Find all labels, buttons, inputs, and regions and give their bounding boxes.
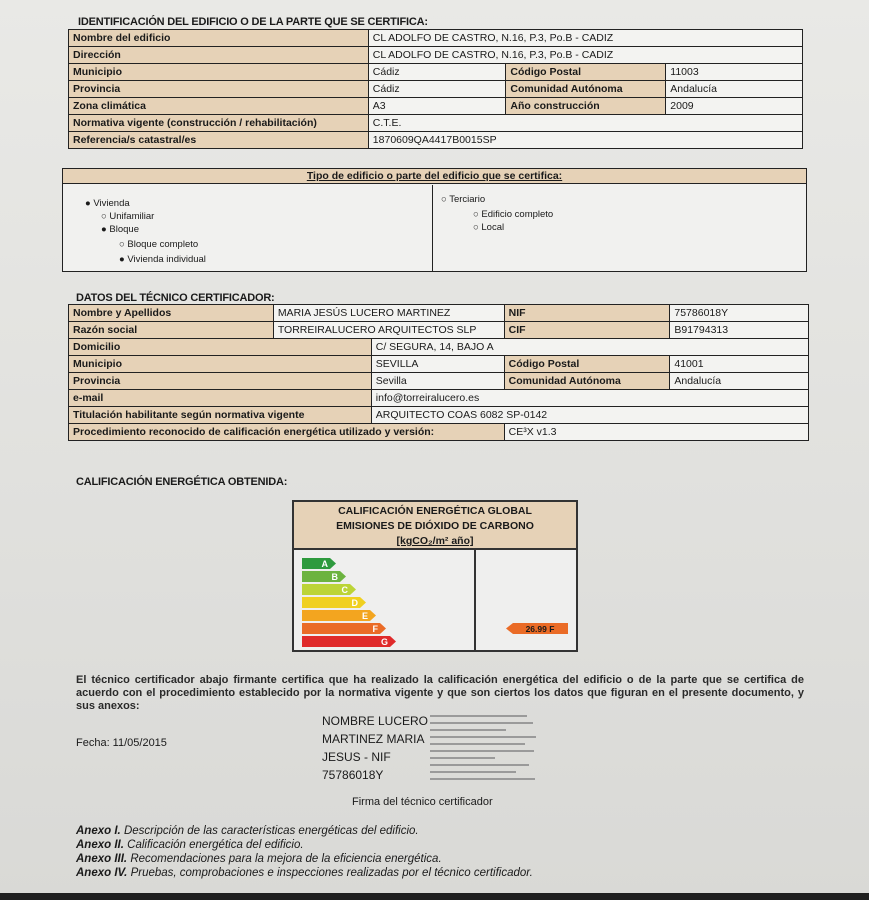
option-vivienda: ● Vivienda <box>85 198 130 209</box>
razon-social-label: Razón social <box>69 322 274 339</box>
anexo-label: Anexo IV. <box>76 867 128 879</box>
rating-title <box>294 502 576 550</box>
option-local-label: Local <box>481 222 505 233</box>
certification-statement: El técnico certificador abajo firmante certifica que ha realizado la calificación energética del edificio o de la parte que se certifica de acuerdo con el procedimiento establecido por la normativa vigente y que son ciertos los datos que figuran en el presente documento, y sus anexos: <box>76 674 804 712</box>
rating-letter-b: B <box>331 572 338 582</box>
anexo-text: Pruebas, comprobaciones e inspecciones realizadas por el técnico certificador. <box>130 867 533 879</box>
zona-climatica-label: Zona climática <box>69 98 369 115</box>
titulacion-value: ARQUITECTO COAS 6082 SP-0142 <box>371 407 808 424</box>
option-edificio-completo-label: Edificio completo <box>481 209 554 220</box>
option-bloque-completo: ○ Bloque completo <box>119 239 199 250</box>
municipio-label: Municipio <box>69 64 369 81</box>
zona-climatica-value: A3 <box>368 98 506 115</box>
cif-label: CIF <box>504 322 670 339</box>
rating-letter-g: G <box>380 637 388 647</box>
provincia-value: Cádiz <box>368 81 506 98</box>
bottom-edge <box>0 893 869 900</box>
identificacion-title: IDENTIFICACIÓN DEL EDIFICIO O DE LA PARTE QUE SE CERTIFICA: <box>78 16 428 28</box>
rating-bar-b <box>302 571 346 582</box>
rating-letter-a: A <box>321 559 328 569</box>
referencia-catastral-label: Referencia/s catastral/es <box>69 132 369 149</box>
tecnico-ca-value: Andalucía <box>670 373 809 390</box>
codigo-postal-label: Código Postal <box>506 64 666 81</box>
anexo-text: Calificación energética del edificio. <box>127 839 304 851</box>
option-vivienda-individual-label: Vivienda individual <box>127 254 206 265</box>
rating-letter-c: C <box>341 585 348 595</box>
normativa-label: Normativa vigente (construcción / rehabilitación) <box>69 115 369 132</box>
nombre-edificio-label: Nombre del edificio <box>69 30 369 47</box>
procedimiento-value: CE³X v1.3 <box>504 424 808 441</box>
anexos-list <box>76 824 533 880</box>
provincia-label: Provincia <box>69 81 369 98</box>
signer-block <box>322 712 428 784</box>
anexo-item <box>76 838 533 852</box>
rating-title-line2: EMISIONES DE DIÓXIDO DE CARBONO <box>336 520 534 532</box>
nif-label: NIF <box>504 305 670 322</box>
option-bloque-label: Bloque <box>109 224 139 235</box>
rating-letter-d: D <box>351 598 358 608</box>
option-local: ○ Local <box>473 222 505 233</box>
anexo-item <box>76 852 533 866</box>
normativa-value: C.T.E. <box>368 115 802 132</box>
fecha: Fecha: 11/05/2015 <box>76 737 167 749</box>
direccion-label: Dirección <box>69 47 369 64</box>
email-label: e-mail <box>69 390 372 407</box>
tipo-terciario-column <box>435 185 806 271</box>
option-unifamiliar-label: Unifamiliar <box>109 211 155 222</box>
signer-line3: JESUS - NIF <box>322 750 391 764</box>
rating-title-line3: [kgCO₂/m² año] <box>396 535 474 547</box>
digital-signature-stamp <box>430 710 538 788</box>
tecnico-provincia-value: Sevilla <box>371 373 504 390</box>
anexo-text: Descripción de las características energéticas del edificio. <box>123 825 419 837</box>
identificacion-table <box>68 29 803 149</box>
direccion-value: CL ADOLFO DE CASTRO, N.16, P.3, Po.B - CADIZ <box>368 47 802 64</box>
anexo-item <box>76 866 533 880</box>
signer-line4: 75786018Y <box>322 768 384 782</box>
cif-value: B91794313 <box>670 322 809 339</box>
comunidad-autonoma-value: Andalucía <box>666 81 803 98</box>
codigo-postal-value: 11003 <box>666 64 803 81</box>
signer-line1: NOMBRE LUCERO <box>322 714 429 728</box>
nombre-edificio-value: CL ADOLFO DE CASTRO, N.16, P.3, Po.B - CADIZ <box>368 30 802 47</box>
tecnico-nombre-value: MARIA JESÚS LUCERO MARTINEZ <box>273 305 504 322</box>
tecnico-provincia-label: Provincia <box>69 373 372 390</box>
rating-scale-chart <box>294 552 576 652</box>
option-vivienda-individual: ● Vivienda individual <box>119 254 206 265</box>
tecnico-cp-value: 41001 <box>670 356 809 373</box>
municipio-value: Cádiz <box>368 64 506 81</box>
rating-box <box>292 500 578 652</box>
option-edificio-completo: ○ Edificio completo <box>473 209 554 220</box>
tecnico-municipio-value: SEVILLA <box>371 356 504 373</box>
rating-result-label: 26.99 F <box>525 624 555 634</box>
anio-construccion-label: Año construcción <box>506 98 666 115</box>
option-bloque-completo-label: Bloque completo <box>127 239 199 250</box>
option-terciario-label: Terciario <box>449 194 486 205</box>
anio-construccion-value: 2009 <box>666 98 803 115</box>
rating-letter-f: F <box>372 624 378 634</box>
anexo-label: Anexo I. <box>76 825 121 837</box>
domicilio-label: Domicilio <box>69 339 372 356</box>
anexo-item <box>76 824 533 838</box>
firma-label: Firma del técnico certificador <box>352 796 493 808</box>
tecnico-title: DATOS DEL TÉCNICO CERTIFICADOR: <box>76 292 275 304</box>
procedimiento-label: Procedimiento reconocido de calificación energética utilizado y versión: <box>69 424 505 441</box>
calificacion-title: CALIFICACIÓN ENERGÉTICA OBTENIDA: <box>76 476 288 488</box>
referencia-catastral-value: 1870609QA4417B0015SP <box>368 132 802 149</box>
tipo-edificio-title: Tipo de edificio o parte del edificio que se certifica: <box>63 169 806 184</box>
anexo-text: Recomendaciones para la mejora de la eficiencia energética. <box>130 853 442 865</box>
comunidad-autonoma-label: Comunidad Autónoma <box>506 81 666 98</box>
tecnico-table <box>68 304 809 441</box>
tecnico-ca-label: Comunidad Autónoma <box>504 373 670 390</box>
rating-letter-e: E <box>361 611 368 621</box>
anexo-label: Anexo II. <box>76 839 124 851</box>
option-terciario: ○ Terciario <box>441 194 486 205</box>
domicilio-value: C/ SEGURA, 14, BAJO A <box>371 339 808 356</box>
tipo-edificio-box <box>62 168 807 272</box>
nif-value: 75786018Y <box>670 305 809 322</box>
signer-line2: MARTINEZ MARIA <box>322 732 425 746</box>
rating-bar-a <box>302 558 336 569</box>
rating-title-line1: CALIFICACIÓN ENERGÉTICA GLOBAL <box>338 505 532 517</box>
razon-social-value: TORREIRALUCERO ARQUITECTOS SLP <box>273 322 504 339</box>
email-value: info@torreiralucero.es <box>371 390 808 407</box>
option-unifamiliar: ○ Unifamiliar <box>101 211 155 222</box>
option-vivienda-label: Vivienda <box>93 198 130 209</box>
tecnico-cp-label: Código Postal <box>504 356 670 373</box>
titulacion-label: Titulación habilitante según normativa vigente <box>69 407 372 424</box>
tecnico-nombre-label: Nombre y Apellidos <box>69 305 274 322</box>
option-bloque: ● Bloque <box>101 224 139 235</box>
tecnico-municipio-label: Municipio <box>69 356 372 373</box>
anexo-label: Anexo III. <box>76 853 128 865</box>
tipo-vivienda-column <box>63 185 433 271</box>
